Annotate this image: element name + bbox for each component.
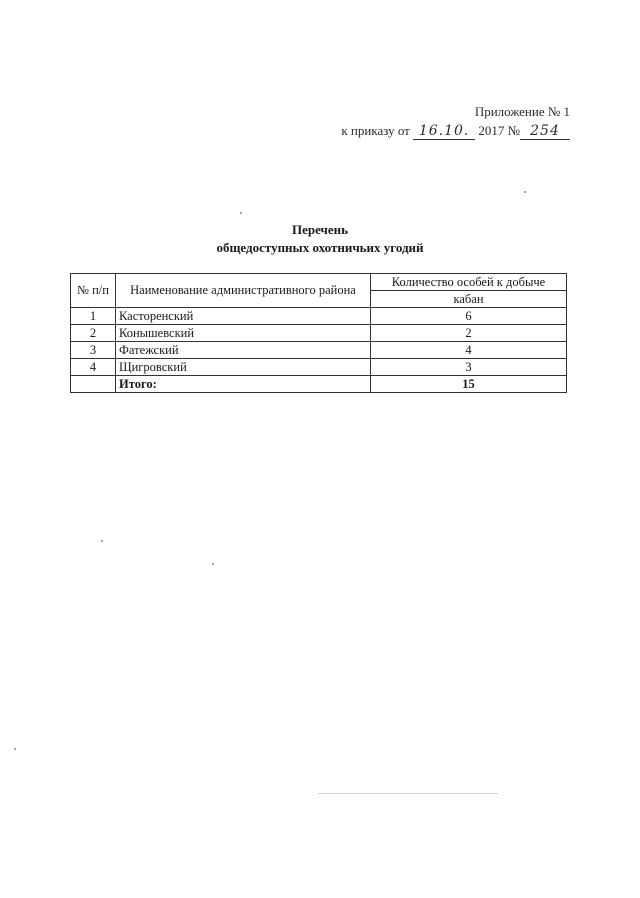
scan-speck	[14, 748, 16, 750]
header-species: кабан	[371, 291, 567, 308]
table-row	[71, 308, 567, 325]
order-reference	[341, 121, 570, 140]
header-district: Наименование административного района	[116, 274, 371, 308]
total-value: 15	[371, 376, 567, 393]
appendix-label: Приложение № 1	[474, 104, 570, 119]
table-row	[71, 342, 567, 359]
row-district: Конышевский	[116, 325, 371, 342]
total-empty-cell	[71, 376, 116, 393]
row-number: 2	[71, 325, 116, 342]
table-header-row	[71, 274, 567, 291]
row-district: Щигровский	[116, 359, 371, 376]
row-number: 1	[71, 308, 116, 325]
row-district: Касторенский	[116, 308, 371, 325]
order-year: 2017	[478, 123, 505, 138]
scan-speck	[101, 540, 103, 542]
hunting-grounds-table	[70, 273, 567, 393]
scan-line	[318, 793, 498, 794]
row-district: Фатежский	[116, 342, 371, 359]
header-number: № п/п	[71, 274, 116, 308]
table-total-row	[71, 376, 567, 393]
document-title	[0, 221, 640, 257]
number-sign: №	[507, 123, 520, 138]
header-quantity: Количество особей к добыче	[371, 274, 567, 291]
row-quantity: 2	[371, 325, 567, 342]
total-label: Итого:	[116, 376, 371, 393]
row-number: 3	[71, 342, 116, 359]
order-number-handwritten: 254	[520, 123, 570, 140]
order-date-handwritten: 16.10.	[413, 123, 475, 140]
row-quantity: 4	[371, 342, 567, 359]
scan-speck	[524, 191, 526, 193]
order-prefix: к приказу от	[341, 123, 410, 138]
scan-speck	[212, 563, 214, 565]
table-row	[71, 359, 567, 376]
title-line-2: общедоступных охотничьих угодий	[216, 240, 424, 255]
scan-speck	[240, 212, 242, 214]
row-quantity: 3	[371, 359, 567, 376]
row-number: 4	[71, 359, 116, 376]
title-line-1: Перечень	[291, 222, 349, 237]
appendix-header	[341, 102, 570, 140]
row-quantity: 6	[371, 308, 567, 325]
table-row	[71, 325, 567, 342]
